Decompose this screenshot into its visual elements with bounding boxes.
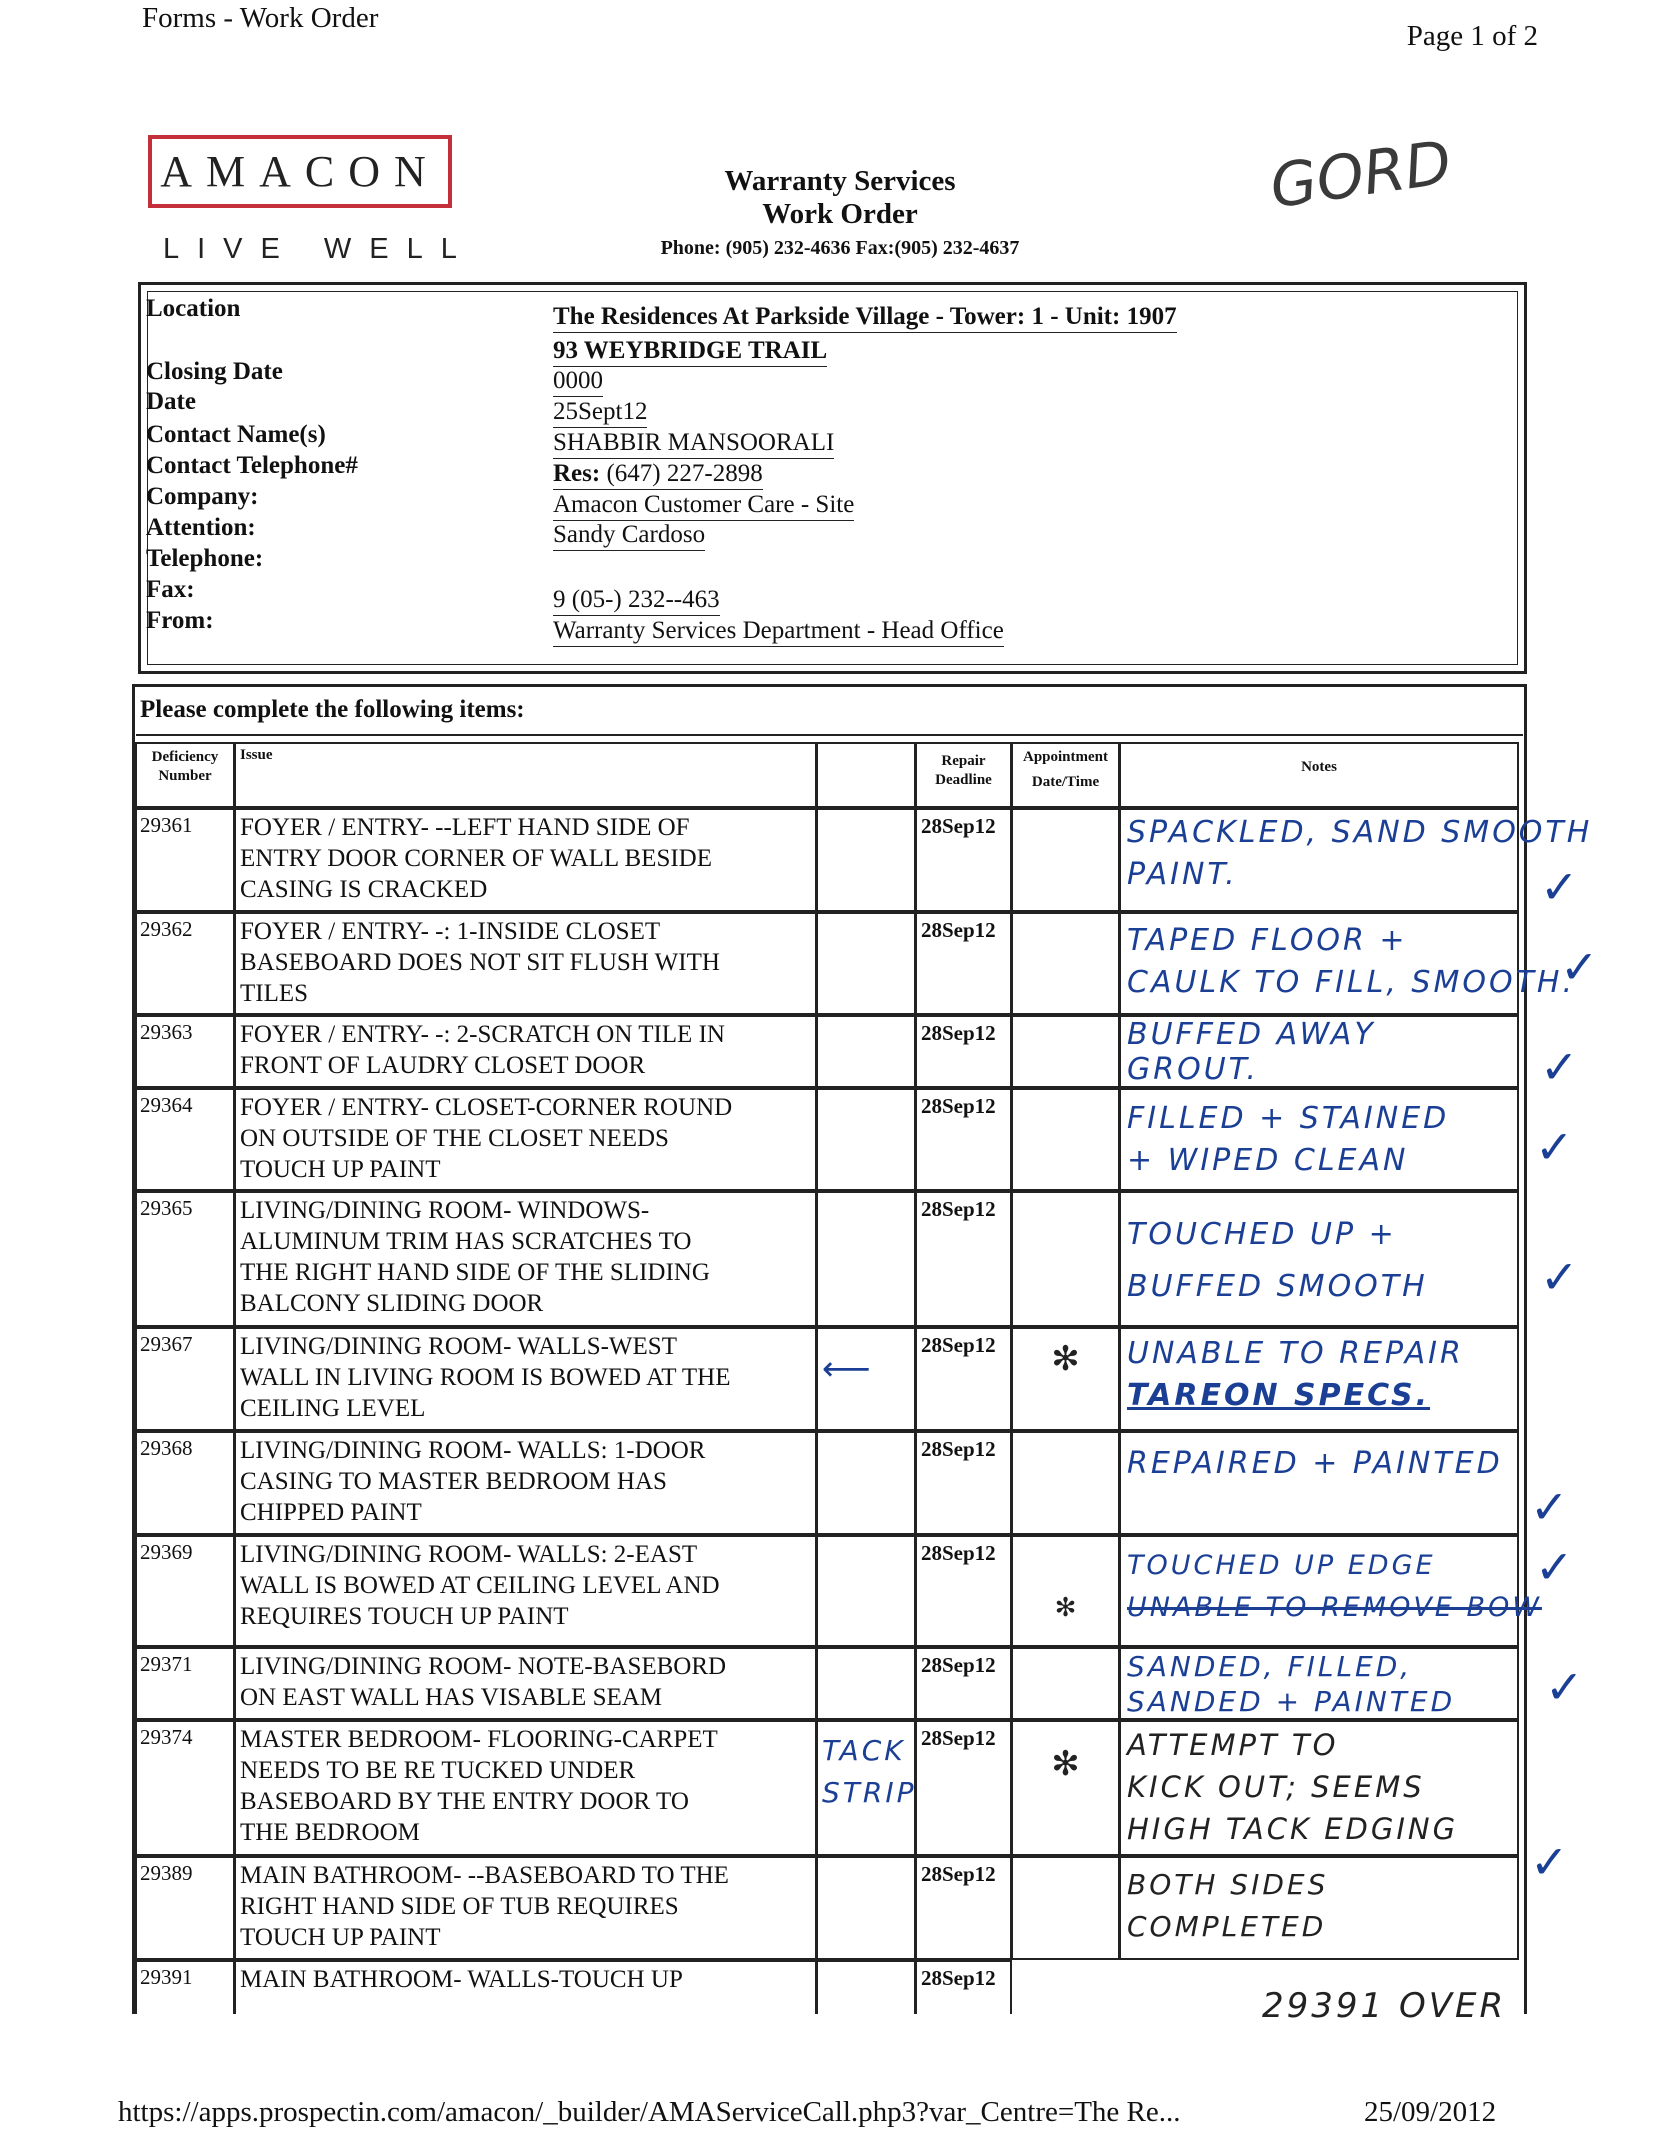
footer-url: https://apps.prospectin.com/amacon/_builder/AMAServiceCall.php3?var_Centre=The Re... <box>118 2096 1181 2128</box>
table-row-issue: FOYER / ENTRY- -: 2-SCRATCH ON TILE IN FRONT OF LAUDRY CLOSET DOOR <box>234 1015 817 1088</box>
table-row-number: 29391 <box>135 1960 235 2014</box>
table-row-deadline: 28Sep12 <box>915 1088 1012 1191</box>
phone-prefix: Res: <box>553 460 601 487</box>
table-row-notes: TAPED FLOOR + CAULK TO FILL, SMOOTH. <box>1119 912 1519 1015</box>
label-closing-date: Closing Date <box>146 358 283 385</box>
logo-tagline: LIVE WELL <box>163 233 475 265</box>
title-phone-fax: Phone: (905) 232-4636 Fax:(905) 232-4637 <box>660 237 1020 259</box>
checkmark-icon: ✓ <box>1540 1040 1579 1094</box>
checkmark-icon: ✓ <box>1545 1660 1584 1714</box>
table-row-deadline: 28Sep12 <box>915 912 1012 1015</box>
table-row-issue: FOYER / ENTRY- --LEFT HAND SIDE OF ENTRY DOOR CORNER OF WALL BESIDE CASING IS CRACKED <box>234 808 817 912</box>
page-indicator: Page 1 of 2 <box>1406 20 1538 52</box>
table-row-number: 29365 <box>135 1191 235 1327</box>
arrow-mark-icon: ⟵ <box>822 1349 874 1389</box>
label-from: From: <box>146 607 214 634</box>
title-block <box>560 165 1120 263</box>
table-row-number: 29389 <box>135 1856 235 1960</box>
table-row-notes: BOTH SIDES COMPLETED <box>1119 1856 1519 1960</box>
checkmark-icon: ✓ <box>1535 1540 1574 1594</box>
label-location: Location <box>146 295 241 322</box>
label-date: Date <box>146 388 196 415</box>
table-row-number: 29368 <box>135 1431 235 1535</box>
table-row-issue: FOYER / ENTRY- -: 1-INSIDE CLOSET BASEBOARD DOES NOT SIT FLUSH WITH TILES <box>234 912 817 1015</box>
table-row-number: 29371 <box>135 1647 235 1720</box>
table-row-number: 29363 <box>135 1015 235 1088</box>
table-row-issue: LIVING/DINING ROOM- NOTE-BASEBORD ON EAST WALL HAS VISABLE SEAM <box>234 1647 817 1720</box>
label-telephone: Telephone: <box>146 545 264 572</box>
asterisk-mark-icon: ✻ <box>1051 1744 1080 1784</box>
phone-number: (647) 227-2898 <box>606 460 763 487</box>
table-row-deadline: 28Sep12 <box>915 1960 1012 2014</box>
checkmark-icon: ✓ <box>1540 1250 1579 1304</box>
header-notes: Notes <box>1301 759 1337 775</box>
table-row-notes: TOUCHED UP + BUFFED SMOOTH <box>1119 1191 1519 1327</box>
header-number: Deficiency Number <box>151 749 219 784</box>
table-row-issue: MAIN BATHROOM- WALLS-TOUCH UP <box>234 1960 817 2014</box>
value-contact-phone <box>553 460 763 490</box>
amacon-logo <box>148 135 452 208</box>
header-cell-extra <box>816 742 916 808</box>
items-title: Please complete the following items: <box>140 696 525 723</box>
value-closing-date: 0000 <box>553 367 603 397</box>
table-row-notes: UNABLE TO REPAIR TAREON SPECS. <box>1119 1327 1519 1431</box>
header-cell-appointment <box>1011 742 1120 808</box>
table-row-number: 29361 <box>135 808 235 912</box>
table-row-issue: LIVING/DINING ROOM- WALLS: 2-EAST WALL IS BOWED AT CEILING LEVEL AND REQUIRES TOUCH UP PAINT <box>234 1535 817 1647</box>
header-cell-deadline <box>915 742 1012 808</box>
title-warranty: Warranty Services <box>724 165 956 197</box>
table-row-deadline: 28Sep12 <box>915 1015 1012 1088</box>
overflow-note: 29391 OVER <box>1262 1986 1507 2026</box>
asterisk-mark-icon: ✻ <box>1051 1339 1080 1379</box>
table-row-issue: MAIN BATHROOM- --BASEBOARD TO THE RIGHT HAND SIDE OF TUB REQUIRES TOUCH UP PAINT <box>234 1856 817 1960</box>
table-row-extra: TACK STRIP <box>816 1720 916 1856</box>
header-issue: Issue <box>240 747 273 763</box>
table-row-number: 29364 <box>135 1088 235 1191</box>
header-deadline: Repair Deadline <box>935 753 992 788</box>
table-row-deadline: 28Sep12 <box>915 1720 1012 1856</box>
table-row-number: 29374 <box>135 1720 235 1856</box>
value-attention: Sandy Cardoso <box>553 521 705 551</box>
table-row-notes: BUFFED AWAY GROUT. <box>1119 1015 1519 1088</box>
label-contact-telephone: Contact Telephone# <box>146 452 358 479</box>
table-row-issue: LIVING/DINING ROOM- WINDOWS- ALUMINUM TRIM HAS SCRATCHES TO THE RIGHT HAND SIDE OF THE SLIDING BALCONY SLIDING DOOR <box>234 1191 817 1327</box>
table-row-notes: SANDED, FILLED, SANDED + PAINTED <box>1119 1647 1519 1720</box>
table-row-deadline: 28Sep12 <box>915 1856 1012 1960</box>
value-company: Amacon Customer Care - Site <box>553 491 854 521</box>
table-row-deadline: 28Sep12 <box>915 1535 1012 1647</box>
title-work-order: Work Order <box>762 198 918 230</box>
value-contact-name: SHABBIR MANSOORALI <box>553 429 834 459</box>
table-row-number: 29362 <box>135 912 235 1015</box>
header-cell-issue <box>234 742 817 808</box>
table-row-deadline: 28Sep12 <box>915 808 1012 912</box>
label-company: Company: <box>146 483 259 510</box>
checkmark-icon: ✓ <box>1560 940 1599 994</box>
table-row-issue: FOYER / ENTRY- CLOSET-CORNER ROUND ON OUTSIDE OF THE CLOSET NEEDS TOUCH UP PAINT <box>234 1088 817 1191</box>
table-row-notes: TOUCHED UP EDGE UNABLE TO REMOVE BOW <box>1119 1535 1519 1647</box>
footer-date: 25/09/2012 <box>1364 2096 1497 2128</box>
table-row-notes: ATTEMPT TO KICK OUT; SEEMS HIGH TACK EDGING <box>1119 1720 1519 1856</box>
table-row-issue: MASTER BEDROOM- FLOORING-CARPET NEEDS TO BE RE TUCKED UNDER BASEBOARD BY THE ENTRY DOOR TO THE BEDROOM <box>234 1720 817 1856</box>
value-fax: 9 (05-) 232--463 <box>553 586 720 616</box>
table-row-issue: LIVING/DINING ROOM- WALLS: 1-DOOR CASING TO MASTER BEDROOM HAS CHIPPED PAINT <box>234 1431 817 1535</box>
label-fax: Fax: <box>146 576 195 603</box>
header-appointment: Appointment <box>1022 749 1108 765</box>
value-property: The Residences At Parkside Village - Tower: 1 - Unit: 1907 <box>553 303 1177 333</box>
value-date: 25Sept12 <box>553 398 647 428</box>
asterisk-mark-icon: ✻ <box>1054 1593 1077 1623</box>
label-contact-names: Contact Name(s) <box>146 421 326 448</box>
value-from: Warranty Services Department - Head Office <box>553 617 1004 647</box>
table-row-number: 29369 <box>135 1535 235 1647</box>
label-attention: Attention: <box>146 514 256 541</box>
table-row-notes: REPAIRED + PAINTED <box>1119 1431 1519 1535</box>
table-row-deadline: 28Sep12 <box>915 1431 1012 1535</box>
header-appointment-sub: Date/Time <box>1031 774 1100 790</box>
checkmark-icon: ✓ <box>1530 1480 1569 1534</box>
checkmark-icon: ✓ <box>1530 1835 1569 1889</box>
table-row-deadline: 28Sep12 <box>915 1191 1012 1327</box>
checkmark-icon: ✓ <box>1540 860 1579 914</box>
table-row-notes: SPACKLED, SAND SMOOTH PAINT. <box>1119 808 1519 912</box>
table-row-number: 29367 <box>135 1327 235 1431</box>
table-row-issue: LIVING/DINING ROOM- WALLS-WEST WALL IN LIVING ROOM IS BOWED AT THE CEILING LEVEL <box>234 1327 817 1431</box>
logo-name: AMACON <box>160 147 440 196</box>
table-row-notes: FILLED + STAINED + WIPED CLEAN <box>1119 1088 1519 1191</box>
table-row-deadline: 28Sep12 <box>915 1647 1012 1720</box>
header-cell-number <box>135 742 235 808</box>
handwritten-signature: GORD <box>1266 127 1456 223</box>
value-address: 93 WEYBRIDGE TRAIL <box>553 337 827 367</box>
checkmark-icon: ✓ <box>1535 1120 1574 1174</box>
header-cell-notes <box>1119 742 1519 808</box>
table-row-deadline: 28Sep12 <box>915 1327 1012 1431</box>
form-header-title: Forms - Work Order <box>142 2 379 34</box>
